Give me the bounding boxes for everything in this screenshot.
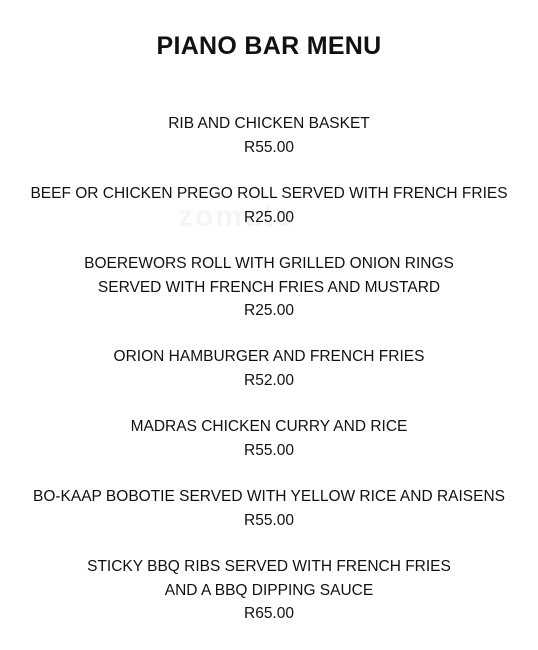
menu-item-4	[0, 345, 538, 392]
menu-item-name-cont: AND A BBQ DIPPING SAUCE	[164, 581, 374, 599]
menu-item-name: STICKY BBQ RIBS SERVED WITH FRENCH FRIES	[87, 558, 451, 575]
menu-item-name-cont: SERVED WITH FRENCH FRIES AND MUSTARD	[97, 278, 441, 296]
menu-item-1	[0, 112, 538, 159]
menu-item-name: BO-KAAP BOBOTIE SERVED WITH YELLOW RICE AND RAISENS	[32, 488, 505, 505]
menu-item-5	[0, 415, 538, 462]
menu-item-name: BEEF OR CHICKEN PREGO ROLL SERVED WITH FRENCH FRIES	[30, 185, 508, 202]
menu-item-7	[0, 555, 538, 626]
menu-item-price: R25.00	[244, 302, 294, 319]
menu-item-6	[0, 485, 538, 532]
menu-item-name: ORION HAMBURGER AND FRENCH FRIES	[113, 348, 425, 365]
menu-item-price: R55.00	[244, 441, 294, 459]
page-title: PIANO BAR MENU	[156, 32, 382, 60]
menu-item-2	[0, 182, 538, 229]
menu-item-name: BOEREWORS ROLL WITH GRILLED ONION RINGS	[84, 255, 454, 272]
menu-item-price: R25.00	[244, 208, 294, 226]
menu-item-price: R52.00	[244, 371, 294, 389]
menu-item-name: RIB AND CHICKEN BASKET	[168, 115, 370, 132]
menu-item-name: MADRAS CHICKEN CURRY AND RICE	[130, 418, 408, 435]
menu-item-price: R65.00	[244, 605, 294, 622]
menu-item-price: R55.00	[244, 138, 294, 156]
menu-item-price: R55.00	[244, 511, 294, 529]
menu-item-3	[0, 252, 538, 323]
